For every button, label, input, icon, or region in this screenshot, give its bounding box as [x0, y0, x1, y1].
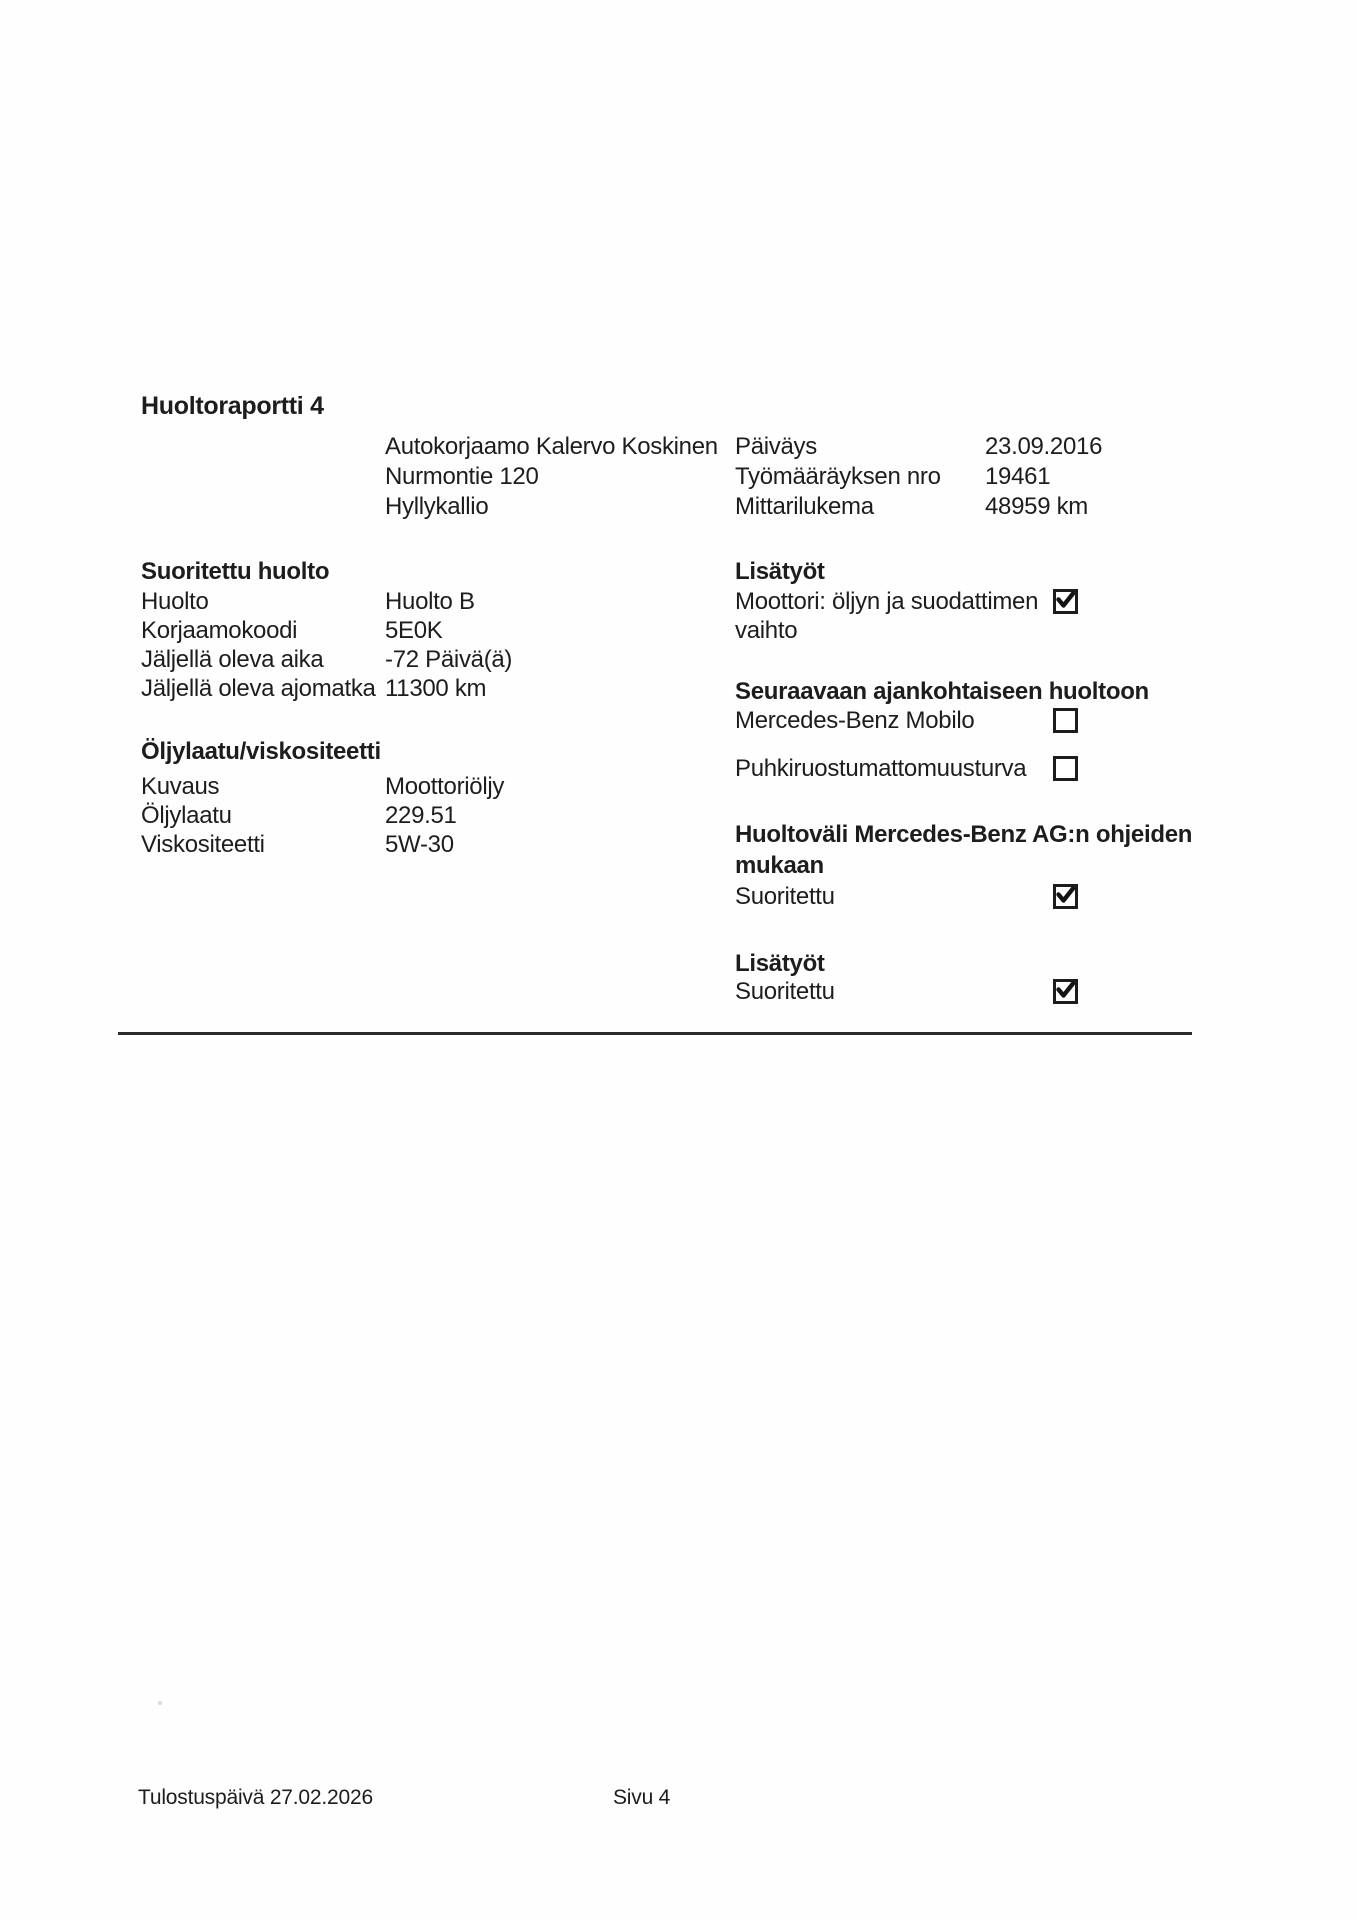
section-divider-rule: [118, 1032, 1192, 1035]
time-remaining-label: Jäljellä oleva aika: [141, 646, 324, 673]
additional-work-done-checkbox: [1053, 979, 1078, 1004]
report-meta-labels: [735, 432, 941, 522]
performed-service-labels: [141, 587, 376, 703]
workshop-address: [385, 432, 718, 522]
service-interval-done-label: Suoritettu: [735, 883, 835, 910]
scan-artifact-dot: [158, 1701, 162, 1705]
meta-value-date: 23.09.2016: [985, 433, 1103, 460]
oil-grade-labels: [141, 772, 265, 859]
workshop-city: Hyllykallio: [385, 493, 489, 520]
meta-label-order-number: Työmääräyksen nro: [735, 463, 941, 490]
oil-grade-values: [385, 772, 504, 859]
distance-remaining-value: 11300 km: [385, 675, 487, 702]
service-interval-done-checkbox: [1053, 884, 1078, 909]
additional-work-item-label: [735, 587, 1038, 645]
additional-work-item-line2: vaihto: [735, 617, 798, 644]
workshop-code-value: 5E0K: [385, 617, 443, 644]
service-value: Huolto B: [385, 588, 475, 615]
mobilo-label: Mercedes-Benz Mobilo: [735, 707, 975, 734]
print-date: Tulostuspäivä 27.02.2026: [138, 1786, 373, 1809]
oil-description-label: Kuvaus: [141, 773, 220, 800]
next-service-heading: Seuraavaan ajankohtaiseen huoltoon: [735, 678, 1149, 705]
report-meta-values: [985, 432, 1102, 522]
additional-work-heading: Lisätyöt: [735, 558, 825, 585]
meta-value-order-number: 19461: [985, 463, 1051, 490]
service-interval-heading-line1: Huoltoväli Mercedes-Benz AG:n ohjeiden: [735, 821, 1193, 848]
checkmark-icon: [1055, 884, 1076, 905]
workshop-name: Autokorjaamo Kalervo Koskinen: [385, 433, 718, 460]
oil-grade-value: 229.51: [385, 802, 457, 829]
meta-value-odometer: 48959 km: [985, 493, 1088, 520]
additional-work-done-label: Suoritettu: [735, 978, 835, 1005]
oil-grade-heading: Öljylaatu/viskositeetti: [141, 738, 381, 765]
time-remaining-value: -72 Päivä(ä): [385, 646, 513, 673]
checkmark-icon: [1055, 589, 1076, 610]
service-label: Huolto: [141, 588, 209, 615]
service-interval-heading-line2: mukaan: [735, 852, 824, 879]
oil-grade-label: Öljylaatu: [141, 802, 232, 829]
distance-remaining-label: Jäljellä oleva ajomatka: [141, 675, 376, 702]
workshop-street: Nurmontie 120: [385, 463, 539, 490]
oil-viscosity-value: 5W-30: [385, 831, 454, 858]
oil-viscosity-label: Viskositeetti: [141, 831, 265, 858]
rust-protection-checkbox: [1053, 756, 1078, 781]
workshop-code-label: Korjaamokoodi: [141, 617, 298, 644]
meta-label-odometer: Mittarilukema: [735, 493, 874, 520]
service-interval-heading: [735, 819, 1192, 881]
checkmark-icon: [1055, 979, 1076, 1000]
performed-service-heading: Suoritettu huolto: [141, 558, 330, 585]
additional-work-done-heading: Lisätyöt: [735, 950, 825, 977]
performed-service-values: [385, 587, 512, 703]
oil-description-value: Moottoriöljy: [385, 773, 505, 800]
report-title: Huoltoraportti 4: [141, 392, 324, 420]
mobilo-checkbox: [1053, 708, 1078, 733]
additional-work-checkbox: [1053, 589, 1078, 614]
meta-label-date: Päiväys: [735, 433, 817, 460]
rust-protection-label: Puhkiruostumattomuusturva: [735, 755, 1027, 782]
additional-work-item-line1: Moottori: öljyn ja suodattimen: [735, 588, 1039, 615]
page-number: Sivu 4: [613, 1786, 671, 1809]
